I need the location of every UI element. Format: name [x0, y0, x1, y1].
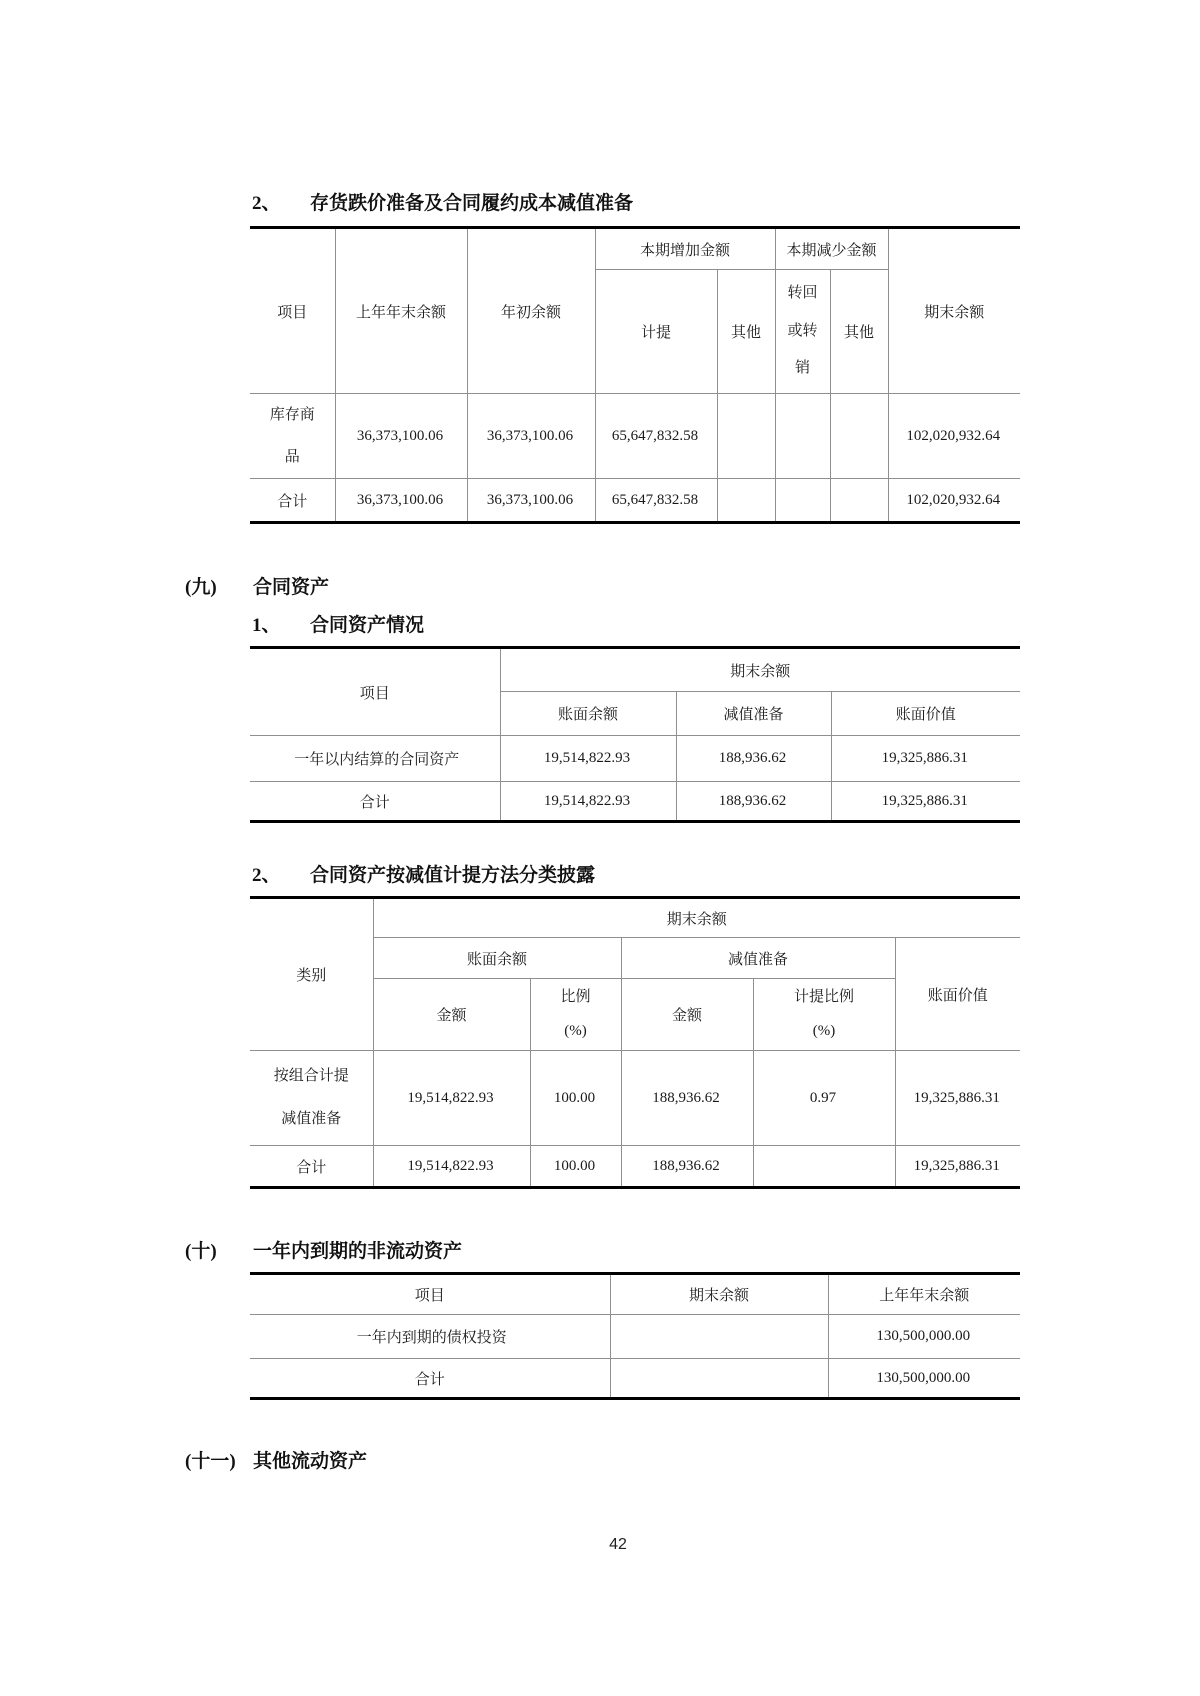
col-header-other-decrease: 其他 [830, 270, 888, 394]
contract-assets-status-table [250, 646, 1020, 823]
heading-number: (九) [185, 577, 217, 598]
cell-prev-year-end: 130,500,000.00 [828, 1359, 1020, 1399]
row-label-debt-investments-due-1y: 一年内到期的债权投资 [250, 1315, 610, 1359]
cell-year-begin: 36,373,100.06 [467, 394, 595, 479]
cell-period-end [610, 1359, 828, 1399]
heading-contract-assets [185, 576, 329, 600]
inventory-impairment-table [250, 226, 1020, 524]
col-header-book-balance: 账面余额 [500, 692, 676, 736]
cell-reverse [775, 394, 830, 479]
row-label-total: 合计 [250, 1359, 610, 1399]
col-header-reverse: 转回或转销 [775, 270, 830, 394]
cell-reverse [775, 479, 830, 523]
row-label-total: 合计 [250, 782, 500, 822]
col-header-accrual-ratio [753, 979, 895, 1051]
heading-inventory-impairment [252, 192, 633, 216]
accrual-ratio-label-line2: (%) [812, 1022, 836, 1039]
cell-period-end: 102,020,932.64 [888, 479, 1020, 523]
col-header-impairment-amount: 金额 [621, 979, 753, 1051]
heading-title: 一年内到期的非流动资产 [253, 1241, 463, 1262]
col-group-decrease: 本期减少金额 [775, 228, 888, 270]
heading-contract-assets-by-method [252, 864, 595, 888]
contract-assets-by-method-table [250, 896, 1020, 1189]
heading-noncurrent-due-within-1y [185, 1240, 462, 1264]
heading-title: 合同资产按减值计提方法分类披露 [310, 865, 596, 886]
heading-title: 其他流动资产 [253, 1451, 368, 1472]
col-group-period-end: 期末余额 [500, 648, 1020, 692]
col-header-period-end: 期末余额 [610, 1274, 828, 1315]
col-header-impairment: 减值准备 [676, 692, 831, 736]
cell-book-value: 19,325,886.31 [895, 1051, 1020, 1146]
cell-ratio: 100.00 [530, 1146, 621, 1188]
col-header-item: 项目 [359, 685, 390, 702]
noncurrent-due-1y-table [250, 1272, 1020, 1400]
cell-amount: 19,514,822.93 [373, 1146, 530, 1188]
cell-period-end [610, 1315, 828, 1359]
heading-other-current-assets [185, 1450, 367, 1474]
cell-book-balance: 19,514,822.93 [500, 736, 676, 782]
col-header-item: 项目 [414, 1288, 445, 1304]
heading-number: (十) [185, 1241, 217, 1262]
heading-title: 合同资产情况 [310, 615, 425, 636]
row-label-total: 合计 [250, 479, 335, 523]
cell-impairment: 188,936.62 [676, 782, 831, 822]
col-group-period-end: 期末余额 [373, 898, 1020, 938]
cell-accrue: 65,647,832.58 [595, 479, 717, 523]
col-header-other-increase: 其他 [717, 270, 775, 394]
row-label-contract-assets-1y: 一年以内结算的合同资产 [250, 736, 500, 782]
row-label-total: 合计 [250, 1146, 373, 1188]
cell-prev-year-end: 36,373,100.06 [335, 394, 467, 479]
col-group-impairment: 减值准备 [621, 938, 895, 979]
cell-impairment-amount: 188,936.62 [621, 1051, 753, 1146]
col-header-book-value: 账面价值 [831, 692, 1020, 736]
cell-accrual-ratio: 0.97 [753, 1051, 895, 1146]
heading-number: (十一) [185, 1451, 236, 1472]
row-label-inventory-goods: 库存商品 [250, 394, 335, 479]
cell-prev-year-end: 130,500,000.00 [828, 1315, 1020, 1359]
col-header-period-end: 期末余额 [888, 228, 1020, 394]
heading-number: 2、 [252, 865, 281, 886]
col-header-year-begin: 年初余额 [467, 228, 595, 394]
col-header-accrue: 计提 [595, 270, 717, 394]
cell-ratio: 100.00 [530, 1051, 621, 1146]
ratio-label-line1: 比例 [560, 989, 591, 1005]
page-number: 42 [609, 1536, 627, 1553]
col-header-prev-year-end: 上年年末余额 [828, 1274, 1020, 1315]
heading-title: 合同资产 [253, 577, 330, 598]
col-header-ratio [530, 979, 621, 1051]
col-header-category: 类别 [296, 968, 327, 984]
cell-year-begin: 36,373,100.06 [467, 479, 595, 523]
col-header-prev-year-end: 上年年末余额 [335, 228, 467, 394]
heading-contract-assets-status [252, 614, 424, 638]
cell-accrual-ratio [753, 1146, 895, 1188]
row-label-portfolio-impairment: 按组合计提减值准备 [250, 1051, 373, 1146]
heading-number: 2、 [252, 193, 281, 214]
heading-number: 1、 [252, 615, 281, 636]
cell-book-value: 19,325,886.31 [895, 1146, 1020, 1188]
col-group-increase: 本期增加金额 [595, 228, 775, 270]
cell-book-value: 19,325,886.31 [831, 782, 1020, 822]
cell-prev-year-end: 36,373,100.06 [335, 479, 467, 523]
accrual-ratio-label-line1: 计提比例 [793, 989, 854, 1005]
col-group-book-balance: 账面余额 [373, 938, 621, 979]
ratio-label-line2: (%) [564, 1022, 587, 1039]
cell-other-decrease [830, 394, 888, 479]
col-header-amount: 金额 [373, 979, 530, 1051]
cell-amount: 19,514,822.93 [373, 1051, 530, 1146]
cell-book-value: 19,325,886.31 [831, 736, 1020, 782]
cell-impairment: 188,936.62 [676, 736, 831, 782]
cell-other-decrease [830, 479, 888, 523]
col-header-book-value: 账面价值 [895, 938, 1020, 1051]
cell-impairment-amount: 188,936.62 [621, 1146, 753, 1188]
cell-period-end: 102,020,932.64 [888, 394, 1020, 479]
col-header-item: 项目 [277, 304, 308, 321]
cell-accrue: 65,647,832.58 [595, 394, 717, 479]
cell-other-increase [717, 394, 775, 479]
heading-title: 存货跌价准备及合同履约成本减值准备 [310, 193, 634, 214]
cell-book-balance: 19,514,822.93 [500, 782, 676, 822]
cell-other-increase [717, 479, 775, 523]
